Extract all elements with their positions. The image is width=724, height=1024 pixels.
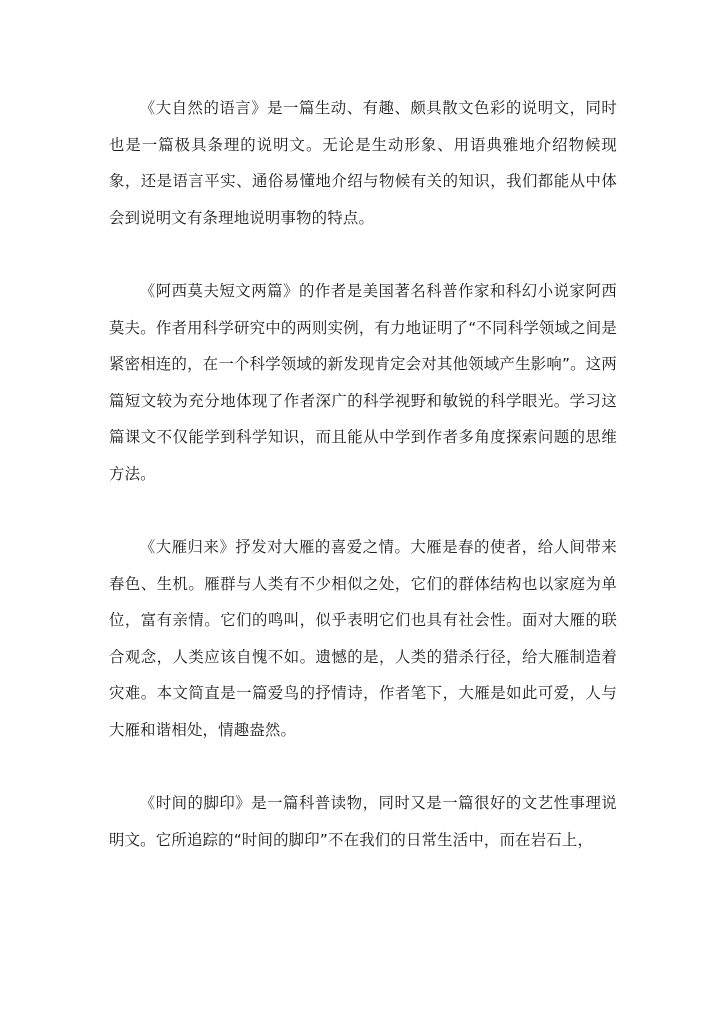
document-body	[109, 90, 617, 858]
paragraph-footprints-of-time: 《时间的脚印》是一篇科普读物，同时又是一篇很好的文艺性事理说明文。它所追踪的“时间的脚印”不在我们的日常生活中，而在岩石上，	[109, 794, 617, 849]
paragraph-wild-geese-return: 《大雁归来》抒发对大雁的喜爱之情。大雁是春的使者，给人间带来春色、生机。雁群与人类有不少相似之处，它们的群体结构也以家庭为单位，富有亲情。它们的鸣叫，似乎表明它们也具有社会性。面对大雁的联合观念，人类应该自愧不如。遗憾的是，人类的猎杀行径，给大雁制造着灾难。本文简直是一篇爱鸟的抒情诗，作者笔下，大雁是如此可爱，人与大雁和谐相处，情趣盎然。	[109, 538, 617, 739]
paragraph-nature-language: 《大自然的语言》是一篇生动、有趣、颇具散文色彩的说明文，同时也是一篇极具条理的说明文。无论是生动形象、用语典雅地介绍物候现象，还是语言平实、通俗易懂地介绍与物候有关的知识，我们都能从中体会到说明文有条理地说明事物的特点。	[109, 99, 617, 227]
paragraph-asimov-essays: 《阿西莫夫短文两篇》的作者是美国著名科普作家和科幻小说家阿西莫夫。作者用科学研究中的两则实例，有力地证明了“不同科学领域之间是紧密相连的，在一个科学领域的新发现肯定会对其他领域产生影响”。这两篇短文较为充分地体现了作者深广的科学视野和敏锐的科学眼光。学习这篇课文不仅能学到科学知识，而且能从中学到作者多角度探索问题的思维方法。	[109, 282, 617, 483]
